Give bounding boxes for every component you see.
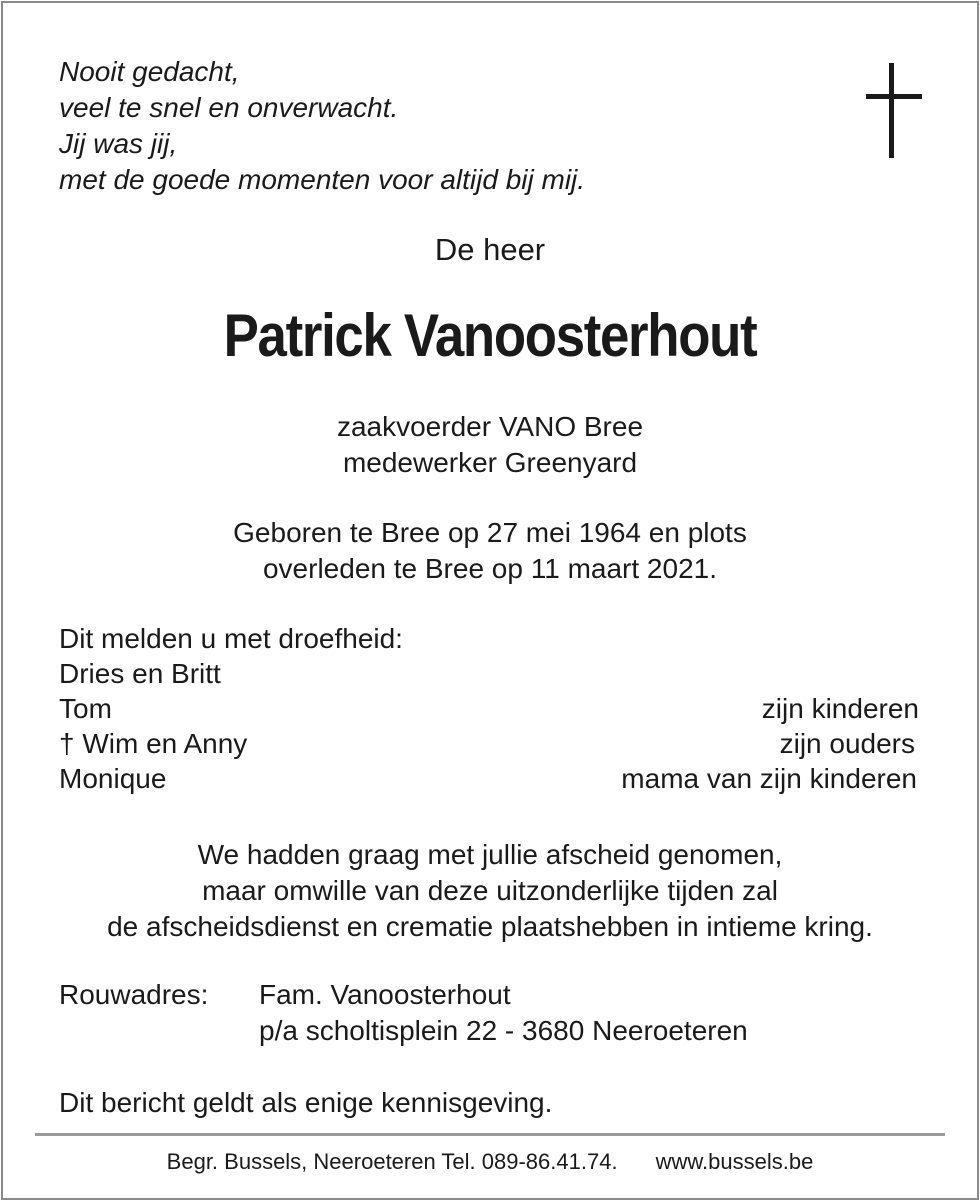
family-row (59, 726, 919, 761)
notice: Dit bericht geldt als enige kennisgeving. (59, 1087, 553, 1118)
role-line: zaakvoerder VANO Bree (336, 411, 644, 442)
poem-line: veel te snel en onverwacht. (59, 92, 399, 123)
deceased-name: Patrick Vanoosterhout (223, 302, 757, 369)
announcement (59, 621, 919, 796)
role-line: medewerker Greenyard (342, 447, 638, 478)
family-row (59, 691, 919, 726)
address-label: Rouwadres: (59, 979, 209, 1010)
dates-line: overleden te Bree op 11 maart 2021. (262, 553, 717, 584)
family-relation: zijn ouders (779, 728, 915, 759)
poem (59, 54, 585, 198)
dates-line: Geboren te Bree op 27 mei 1964 en plots (233, 517, 747, 548)
footer-company: Begr. Bussels, Neeroeteren Tel. 089-86.41.74. (166, 1149, 618, 1174)
poem-line: Nooit gedacht, (59, 56, 240, 87)
address-line: Fam. Vanoosterhout (259, 979, 511, 1010)
footer (0, 1148, 980, 1176)
family-relation: zijn kinderen (761, 693, 919, 724)
roles (0, 409, 980, 481)
family-row (59, 656, 919, 691)
poem-line: Jij was jij, (59, 128, 178, 159)
footer-website[interactable]: www.bussels.be (655, 1149, 814, 1174)
family-relation: mama van zijn kinderen (621, 763, 917, 794)
address-line: p/a scholtisplein 22 - 3680 Neeroeteren (259, 1015, 748, 1046)
message-line: maar omwille van deze uitzonderlijke tijden zal (202, 875, 778, 906)
message-line: We hadden graag met jullie afscheid genomen, (197, 839, 783, 870)
family-name: Monique (59, 763, 167, 794)
message-line: de afscheidsdienst en crematie plaatshebben in intieme kring. (107, 911, 873, 942)
family-name: Tom (59, 693, 112, 724)
announcement-intro: Dit melden u met droefheid: (59, 623, 403, 654)
family-name: Dries en Britt (59, 658, 221, 689)
family-name: † Wim en Anny (59, 728, 248, 759)
family-row (59, 761, 919, 796)
divider (35, 1133, 945, 1136)
cross-icon (866, 63, 922, 158)
address-lines (259, 977, 748, 1049)
title-prefix: De heer (434, 232, 546, 267)
poem-line: met de goede momenten voor altijd bij mij. (59, 164, 586, 195)
farewell-message (0, 837, 980, 945)
dates (0, 515, 980, 587)
